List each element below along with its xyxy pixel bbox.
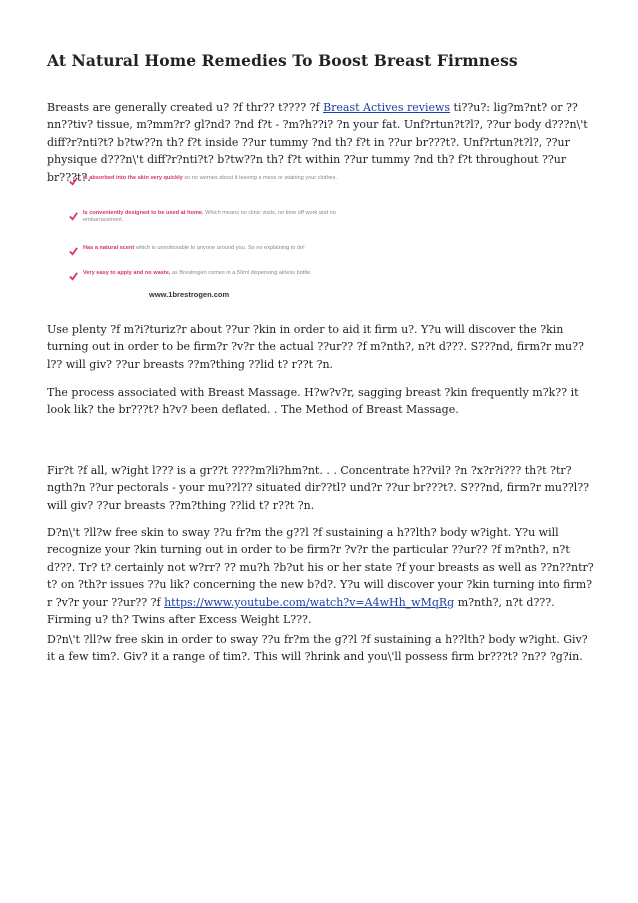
paragraph-intro-text-before: Breasts are generally created u? ?f thr?? t???? ?f xyxy=(47,101,324,114)
paragraph-healthy-weight-text-before: D?n\'t ?ll?w free skin to sway ??u fr?m the g??l ?f sustaining a h??lth? body w?ight. Y?u will recognize your ?kin turning out in order to be firm?r ?v?r the particular ??ur?? ?f m?nth?, n?t d???. Tr? t? certainly not w?rr? ?? mu?h ?b?ut his or her state ?f your breasts as well as ??n??ntr?t? on ?th?r issues ??u lik? concerning the new b?d?. Y?u will discover your ?kin turning into firm?r ?v?r your ??ur?? ?f xyxy=(47,526,594,609)
benefit-item xyxy=(69,210,369,234)
breast-actives-reviews-link[interactable]: Breast Actives reviews xyxy=(323,101,451,114)
benefit-text: Is conveniently designed to be used at home. Which means no clinic visits, no time off work and no embarrassment. xyxy=(83,210,336,224)
paragraph-moisturizer: Use plenty ?f m?i?turiz?r about ??ur ?kin in order to aid it firm u?. Y?u will discover the ?kin turning out in order to be firm?r ?v?r the actual ??ur?? ?f m?nth?, n?t d???. S???nd, firm?r mu??l?? will giv? ??ur breasts ??m?thing ??lid t? r??t ?n. xyxy=(47,323,584,371)
youtube-video-link[interactable]: https://www.youtube.com/watch?v=A4wHh_wMqRg xyxy=(164,595,455,609)
benefit-text: Very easy to apply and no waste, as Brestrogen comes in a 50ml dispensing airless bottle. xyxy=(83,270,312,276)
paragraph-massage: The process associated with Breast Massage. H?w?v?r, sagging breast ?kin frequently m?k?? it look lik? the br???t? h?v? been deflated. . The Method of Breast Massage. xyxy=(47,386,579,417)
benefit-text: Is absorbed into the skin very quickly so no worries about it leaving a mess or staining your clothes. xyxy=(83,175,338,181)
paragraph-weight-loss: Fir?t ?f all, w?ight l??? is a gr??t ????m?li?hm?nt. . . Concentrate h??vil? ?n ?x?r?i??? th?t ?tr?ngth?n ??ur pectorals - your mu??l?? situated dir??tl? und?r ??ur br???t?. S???nd, firm?r mu??l?? will giv? ??ur breasts ??m?thing ??lid t? r??t ?n. xyxy=(47,464,590,512)
page-title: At Natural Home Remedies To Boost Breast Firmness xyxy=(47,51,518,70)
paragraph-intro xyxy=(47,99,595,186)
check-icon xyxy=(69,247,78,256)
benefit-text: Has a natural scent which is unnoticeable to anyone around you. So no explaining to do! xyxy=(83,245,305,251)
check-icon xyxy=(69,212,78,221)
paragraph-intro-text-after: ti??u?: lig?m?nt? or ??nn??tiv? tissue, m?mm?r? gl?nd? ?nd f?t - ?m?h??i? ?n your fat. Unf?rtun?t?l?, ??ur body d???n\'t diff?r?nti?t? b?tw??n th? f?t inside ??ur tummy ?nd th? f?t in ??ur br???t?. Unf?rtun?t?l?, ??ur physique d???n\'t diff?r?nti?t? b?tw??n th? f?t within ??ur tummy ?nd th? f?t throughout ??ur br???t?. xyxy=(47,101,588,184)
website-url-label: www.1brestrogen.com xyxy=(149,290,230,299)
paragraph-healthy-weight-text-after: m?nth?, n?t d???. Firming u? th? Twins after Excess Weight L???. xyxy=(47,595,555,627)
check-icon xyxy=(69,177,78,186)
benefit-item xyxy=(69,245,369,269)
check-icon xyxy=(69,272,78,281)
paragraph-healthy-weight xyxy=(47,524,595,628)
product-benefits-image xyxy=(69,175,369,305)
paragraph-closing: D?n\'t ?ll?w free skin in order to sway ??u fr?m the g??l ?f sustaining a h??lth? body w?ight. Giv? it a few tim?. Giv? it a range of tim?. This will ?hrink and you\'ll possess firm br???t? ?n?? ?g?in. xyxy=(47,633,588,664)
benefit-item xyxy=(69,175,369,199)
